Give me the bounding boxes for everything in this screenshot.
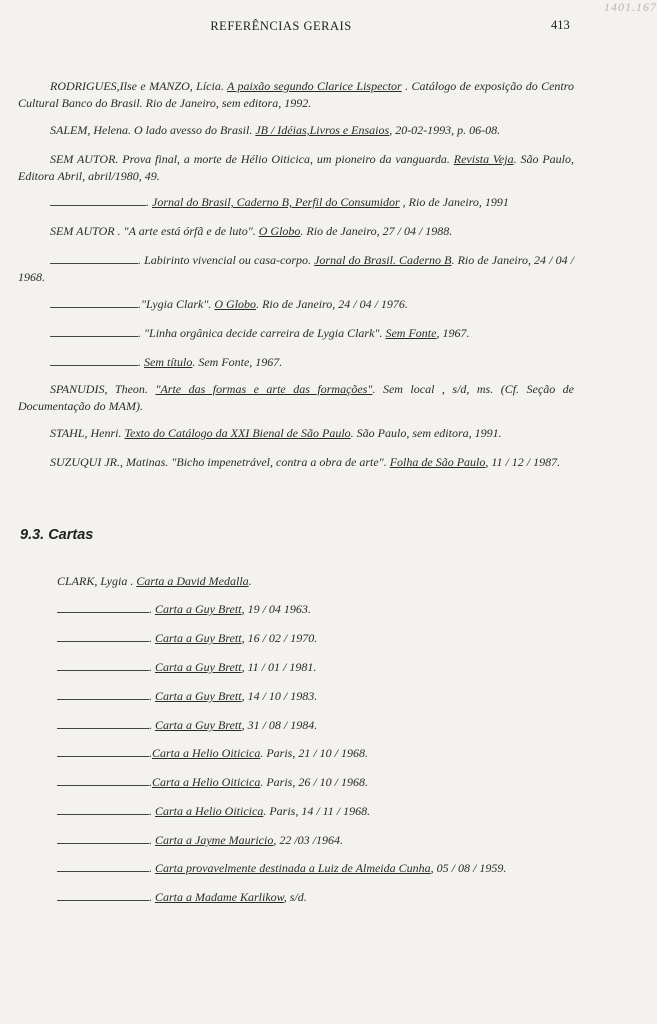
repeat-author-line bbox=[50, 297, 138, 308]
letter-entry: . Carta a Madame Karlikow, s/d. bbox=[57, 889, 577, 905]
reference-entry: . Jornal do Brasil, Caderno B, Perfil do Consumidor , Rio de Janeiro, 1991 bbox=[18, 194, 574, 211]
reference-entry: SPANUDIS, Theon. "Arte das formas e arte das formações". Sem local , s/d, ms. (Cf. Seção de Documentação do MAM). bbox=[18, 382, 575, 413]
running-header: REFERÊNCIAS GERAIS bbox=[210, 19, 352, 33]
reference-entry: SEM AUTOR . "A arte está órfã e de luto". O Globo. Rio de Janeiro, 27 / 04 / 1988. bbox=[50, 224, 453, 238]
reference-entry: . Sem título. Sem Fonte, 1967. bbox=[18, 354, 574, 371]
repeat-author-line bbox=[57, 689, 149, 700]
letter-entry: . Carta a Guy Brett, 31 / 08 / 1984. bbox=[57, 717, 577, 733]
repeat-author-line bbox=[57, 660, 149, 671]
reference-entry: SUZUQUI JR., Matinas. "Bicho impenetrável, contra a obra de arte". Folha de São Paulo, 11 / 12 / 1987. bbox=[50, 455, 561, 469]
repeat-author-line bbox=[57, 631, 149, 642]
letter-entry: CLARK, Lygia . Carta a David Medalla. bbox=[57, 574, 252, 588]
letter-entry: . Carta a Guy Brett, 19 / 04 1963. bbox=[57, 601, 577, 617]
reference-entry: . "Linha orgânica decide carreira de Lygia Clark". Sem Fonte, 1967. bbox=[18, 325, 574, 342]
section-heading: 9.3. Cartas bbox=[20, 527, 94, 543]
letter-entry: .Carta a Helio Oiticica. Paris, 26 / 10 / 1968. bbox=[57, 774, 577, 790]
letter-entry: . Carta provavelmente destinada a Luiz de Almeida Cunha, 05 / 08 / 1959. bbox=[57, 860, 577, 876]
page-number: 413 bbox=[551, 18, 570, 32]
repeat-author-line bbox=[57, 861, 149, 872]
reference-entry: STAHL, Henri. Texto do Catálogo da XXI Bienal de São Paulo. São Paulo, sem editora, 1991. bbox=[50, 426, 502, 440]
letter-entry: . Carta a Guy Brett, 16 / 02 / 1970. bbox=[57, 630, 577, 646]
repeat-author-line bbox=[57, 890, 149, 901]
letter-entry: . Carta a Jayme Mauricio, 22 /03 /1964. bbox=[57, 832, 577, 848]
repeat-author-line bbox=[50, 326, 138, 337]
reference-entry: RODRIGUES,Ilse e MANZO, Lícia. A paixão segundo Clarice Lispector . Catálogo de exposição do Centro Cultural Banco do Brasil. Rio de Janeiro, sem editora, 1992. bbox=[18, 79, 574, 110]
letter-entry: . Carta a Guy Brett, 14 / 10 / 1983. bbox=[57, 688, 577, 704]
repeat-author-line bbox=[57, 718, 149, 729]
repeat-author-line bbox=[50, 195, 146, 206]
repeat-author-line bbox=[57, 833, 149, 844]
letter-entry: . Carta a Helio Oiticica. Paris, 14 / 11 / 1968. bbox=[57, 803, 577, 819]
reference-entry: SALEM, Helena. O lado avesso do Brasil. JB / Idéias,Livros e Ensaios, 20-02-1993, p. 06-08. bbox=[50, 123, 501, 137]
reference-entry: ."Lygia Clark". O Globo. Rio de Janeiro, 24 / 04 / 1976. bbox=[18, 296, 574, 313]
repeat-author-line bbox=[50, 253, 138, 264]
repeat-author-line bbox=[57, 746, 149, 757]
reference-entry: SEM AUTOR. Prova final, a morte de Hélio Oiticica, um pioneiro da vanguarda. Revista Veja. São Paulo, Editora Abril, abril/1980, 49. bbox=[18, 152, 575, 183]
repeat-author-line bbox=[50, 355, 138, 366]
repeat-author-line bbox=[57, 602, 149, 613]
repeat-author-line bbox=[57, 775, 149, 786]
letter-entry: .Carta a Helio Oiticica. Paris, 21 / 10 / 1968. bbox=[57, 745, 577, 761]
repeat-author-line bbox=[57, 804, 149, 815]
handwritten-note: 1401.167 bbox=[604, 0, 657, 14]
letter-entry: . Carta a Guy Brett, 11 / 01 / 1981. bbox=[57, 659, 577, 675]
reference-entry: . Labirinto vivencial ou casa-corpo. Jornal do Brasil. Caderno B. Rio de Janeiro, 24 / 04 / 1968. bbox=[18, 253, 575, 284]
